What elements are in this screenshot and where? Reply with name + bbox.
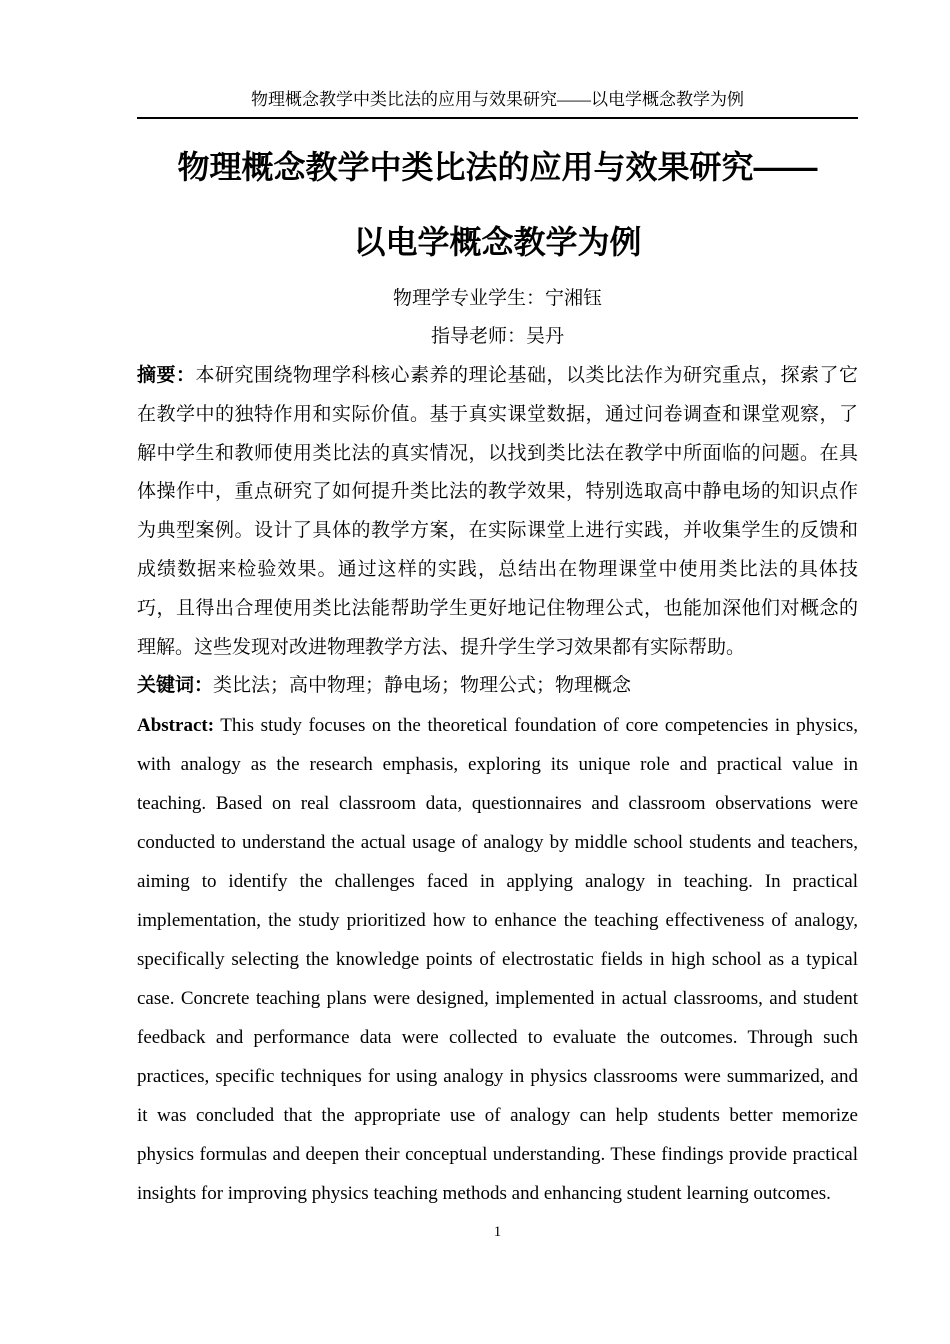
abstract-zh <box>137 357 858 667</box>
header-rule <box>137 117 858 119</box>
title-line-1: 物理概念教学中类比法的应用与效果研究—— <box>177 149 818 185</box>
page-number: 1 <box>493 1224 502 1241</box>
advisor-byline: 指导老师：吴丹 <box>430 326 564 347</box>
keywords-label: 关键词： <box>137 675 214 697</box>
keywords-line <box>137 667 858 706</box>
page-header <box>137 88 858 119</box>
student-byline: 物理学专业学生：宁湘钰 <box>392 288 602 309</box>
abstract-en-text: This study focuses on the theoretical foundation of core competencies in physics, with analogy as the research emphasis, exploring its unique role and practical value in teaching. Based on real classroom data, questionnaires and classroom observations were conducted to understand the actual usage of analogy by middle school students and teachers, aiming to identify the challenges faced in applying analogy in teaching. In practical implementation, the study prioritized how to enhance the teaching effectiveness of analogy, specifically selecting the knowledge points of electrostatic fields in high school as a typical case. Concrete teaching plans were designed, implemented in actual classrooms, and student feedback and performance data were collected to evaluate the outcomes. Through such practices, specific techniques for using analogy in physics classrooms were summarized, and it was concluded that the appropriate use of analogy can help students better memorize physics formulas and deepen their conceptual understanding. These findings provide practical insights for improving physics teaching methods and enhancing student learning outcomes. <box>137 715 858 1205</box>
running-head: 物理概念教学中类比法的应用与效果研究——以电学概念教学为例 <box>251 90 744 109</box>
page-footer <box>137 1221 858 1243</box>
keywords-text: 类比法；高中物理；静电场；物理公式；物理概念 <box>213 675 632 697</box>
abstract-zh-text: 本研究围绕物理学科核心素养的理论基础，以类比法作为研究重点，探索了它在教学中的独特作用和实际价值。基于真实课堂数据，通过问卷调查和课堂观察，了解中学生和教师使用类比法的真实情况，以找到类比法在教学中所面临的问题。在具体操作中，重点研究了如何提升类比法的教学效果，特别选取高中静电场的知识点作为典型案例。设计了具体的教学方案，在实际课堂上进行实践，并收集学生的反馈和成绩数据来检验效果。通过这样的实践，总结出在物理课堂中使用类比法的具体技巧，且得出合理使用类比法能帮助学生更好地记住物理公式，也能加深他们对概念的理解。这些发现对改进物理教学方法、提升学生学习效果都有实际帮助。 <box>137 365 858 658</box>
title-line-2: 以电学概念教学为例 <box>353 224 642 260</box>
page-title <box>137 130 858 280</box>
abstract-zh-label: 摘要： <box>137 365 196 386</box>
abstract-en <box>137 706 858 1213</box>
abstract-en-label: Abstract: <box>137 715 215 737</box>
